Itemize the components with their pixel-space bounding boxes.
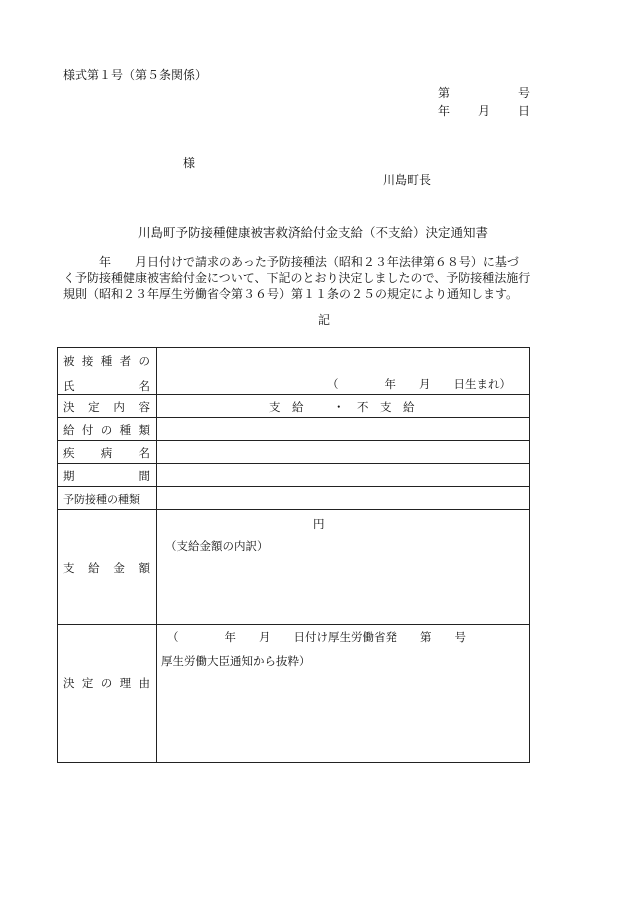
body-paragraph [63, 254, 585, 302]
decision-cell [157, 395, 530, 418]
reason-notice-line: （ 年 月 日付け厚生労働省発 第 号 [167, 630, 466, 644]
table-row [58, 487, 530, 510]
date-month-label: 月 [478, 104, 491, 118]
table-row [58, 418, 530, 441]
reason-notice-line: 厚生労働大臣通知から抜粋） [161, 654, 311, 668]
period-cell[interactable] [157, 464, 530, 487]
disease-cell[interactable] [157, 441, 530, 464]
label-disease: 疾 病 名 [58, 441, 157, 464]
table-row [58, 441, 530, 464]
label-payment-amount: 支 給 金 額 [58, 510, 157, 625]
decision-table [57, 347, 530, 763]
decision-separator: ・ [333, 400, 345, 414]
decision-nopay[interactable]: 不 支 給 [357, 400, 415, 414]
table-row [58, 395, 530, 418]
label-line: 被 接 種 者 の [63, 354, 150, 368]
table-row [58, 464, 530, 487]
recipient-name-cell[interactable] [157, 348, 530, 395]
date-year-label: 年 [438, 104, 451, 118]
issuer: 川島町長 [383, 173, 432, 187]
vaccination-type-cell[interactable] [157, 487, 530, 510]
document-title: 川島町予防接種健康被害救済給付金支給（不支給）決定通知書 [138, 225, 489, 240]
label-line: 氏 名 [63, 379, 150, 393]
body-line: 年 月日付けで請求のあった予防接種法（昭和２３年法律第６８号）に基づ [63, 255, 519, 269]
decision-reason-cell[interactable] [157, 625, 530, 763]
label-decision-reason: 決 定 の 理 由 [58, 625, 157, 763]
benefit-type-cell[interactable] [157, 418, 530, 441]
birthdate-text: （ 年 月 日生まれ） [327, 377, 511, 391]
label-vaccination-type: 予防接種の種類 [58, 487, 157, 510]
ki-marker: 記 [318, 313, 331, 327]
document-number-label: 第 [438, 86, 451, 100]
form-number: 様式第１号（第５条関係） [63, 68, 208, 82]
date-day-label: 日 [518, 104, 531, 118]
payment-breakdown-label: （支給金額の内訳） [165, 539, 269, 553]
yen-unit: 円 [313, 517, 325, 531]
payment-amount-cell[interactable] [157, 510, 530, 625]
addressee: 様 [183, 156, 196, 170]
label-recipient-name [58, 348, 157, 395]
label-decision: 決 定 内 容 [58, 395, 157, 418]
document-number-suffix: 号 [518, 86, 531, 100]
table-row [58, 510, 530, 625]
table-row [58, 625, 530, 763]
body-line: 規則（昭和２３年厚生労働省令第３６号）第１１条の２５の規定により通知します。 [63, 287, 519, 301]
table-row [58, 348, 530, 395]
decision-pay[interactable]: 支 給 [269, 400, 304, 414]
label-benefit-type: 給 付 の 種 類 [58, 418, 157, 441]
label-period: 期 間 [58, 464, 157, 487]
body-line: く予防接種健康被害給付金について、下記のとおり決定しましたので、予防接種法施行 [63, 271, 531, 285]
